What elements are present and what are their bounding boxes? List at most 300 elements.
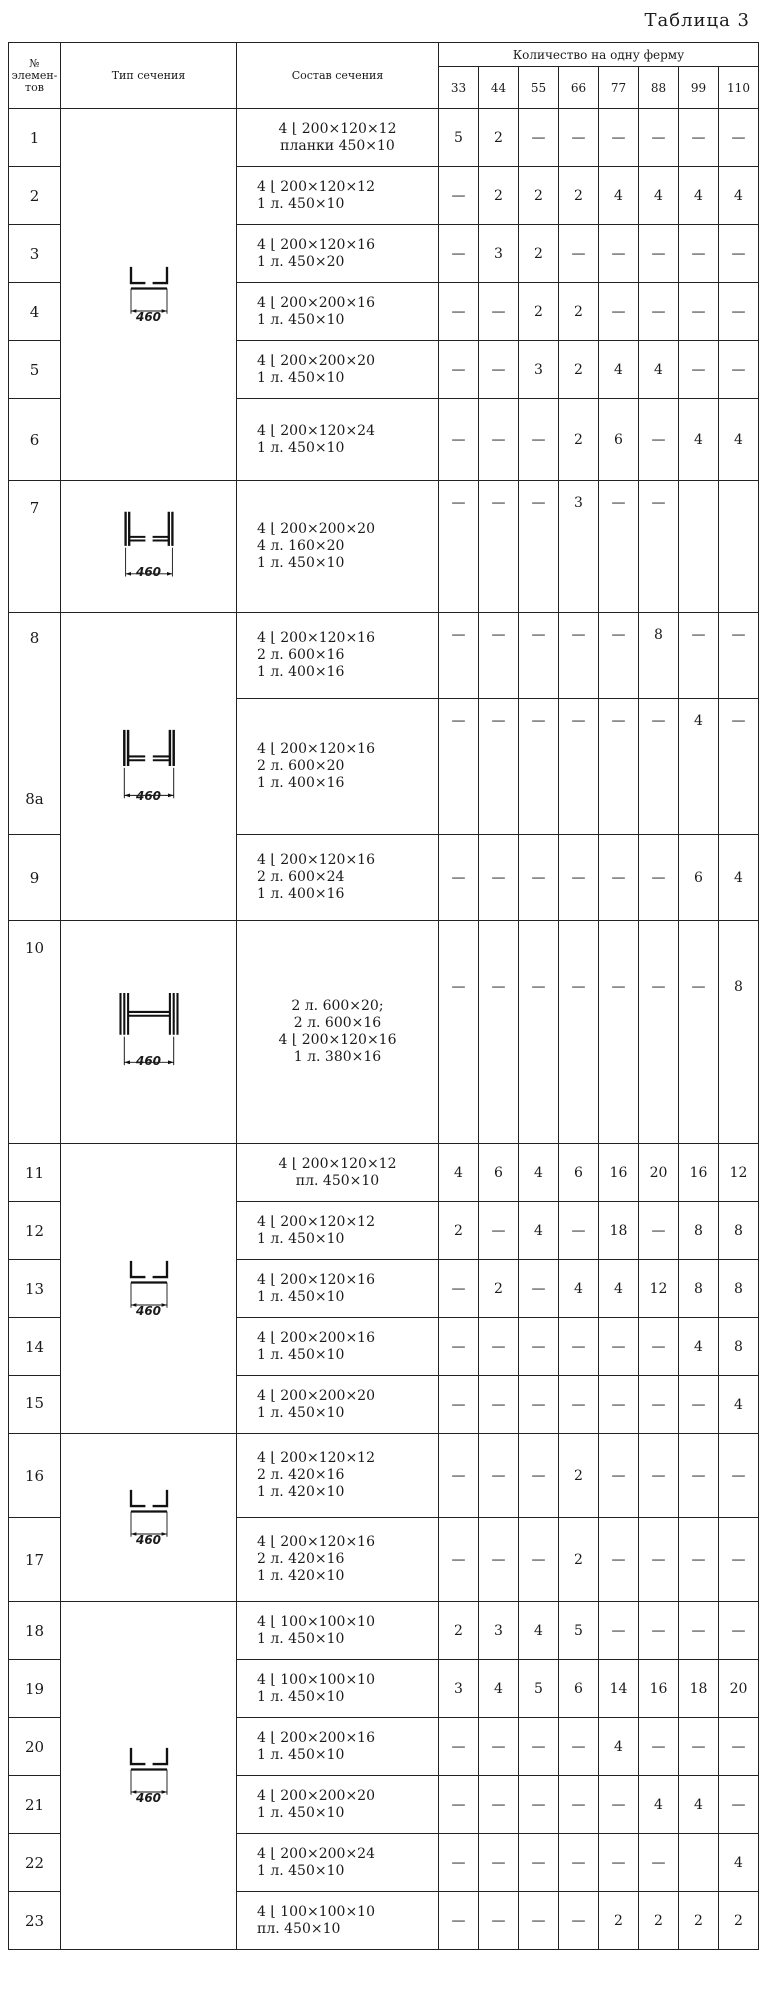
element-number: 14 (9, 1318, 61, 1376)
quantity-cell (679, 1834, 719, 1892)
quantity-cell: 4 (599, 167, 639, 225)
section-sketch-icon (111, 980, 187, 1084)
composition-line: 4 ⌊ 200×200×16 (257, 1729, 375, 1746)
quantity-cell: — (479, 613, 519, 699)
quantity-cell: 3 (439, 1660, 479, 1718)
header-span: 55 (519, 67, 559, 109)
section-composition (237, 1518, 439, 1602)
quantity-cell: 5 (559, 1602, 599, 1660)
element-number: 7 (9, 481, 61, 613)
quantity-cell: — (599, 1602, 639, 1660)
composition-line: 1 л. 450×10 (257, 1630, 345, 1647)
quantity-cell: — (639, 1718, 679, 1776)
quantity-cell: 8 (719, 1260, 759, 1318)
quantity-cell: — (639, 1602, 679, 1660)
section-type-cell (61, 109, 237, 481)
element-number: 8а (25, 790, 44, 808)
quantity-cell: — (439, 1776, 479, 1834)
section-sketch-icon (113, 253, 185, 337)
quantity-cell: 2 (559, 1518, 599, 1602)
quantity-cell: — (639, 481, 679, 613)
quantity-cell: 2 (559, 283, 599, 341)
quantity-cell: — (519, 1434, 559, 1518)
quantity-cell: — (599, 1434, 639, 1518)
quantity-cell: — (599, 109, 639, 167)
quantity-cell: — (479, 283, 519, 341)
table-row (9, 109, 759, 167)
quantity-cell: — (439, 613, 479, 699)
quantity-cell: 5 (439, 109, 479, 167)
section-sketch-icon (113, 500, 185, 594)
quantity-cell: 4 (559, 1260, 599, 1318)
element-number: 19 (9, 1660, 61, 1718)
section-type-cell (61, 1434, 237, 1602)
quantity-cell: 8 (679, 1202, 719, 1260)
quantity-cell: — (439, 921, 479, 1144)
quantity-cell: 16 (599, 1144, 639, 1202)
section-sketch-icon (113, 1247, 185, 1331)
quantity-cell: — (439, 1892, 479, 1950)
composition-line: 4 ⌊ 100×100×10 (257, 1613, 375, 1630)
quantity-cell: — (599, 699, 639, 835)
composition-line: 4 ⌊ 200×120×12 (278, 120, 397, 137)
quantity-cell: 3 (519, 341, 559, 399)
quantity-cell: — (519, 1892, 559, 1950)
composition-line: 2 л. 600×16 (293, 1015, 382, 1031)
quantity-cell: — (639, 1318, 679, 1376)
quantity-cell: 2 (479, 1260, 519, 1318)
element-number: 15 (9, 1376, 61, 1434)
quantity-cell: — (439, 699, 479, 835)
composition-line: 2 л. 600×24 (257, 869, 345, 885)
composition-line: 1 л. 450×10 (257, 195, 345, 212)
quantity-cell: 2 (519, 283, 559, 341)
section-composition (237, 1718, 439, 1776)
quantity-cell: 2 (519, 167, 559, 225)
section-composition (237, 1318, 439, 1376)
header-span: 77 (599, 67, 639, 109)
quantity-cell: — (639, 1202, 679, 1260)
quantity-cell: — (599, 921, 639, 1144)
composition-line: 4 ⌊ 200×120×16 (257, 1534, 375, 1550)
composition-line: 4 ⌊ 200×120×24 (257, 422, 375, 439)
quantity-cell: 2 (639, 1892, 679, 1950)
quantity-cell: — (479, 399, 519, 481)
quantity-cell: — (639, 1834, 679, 1892)
composition-line: 1 л. 450×10 (257, 311, 345, 328)
quantity-cell: 4 (479, 1660, 519, 1718)
section-composition (237, 613, 439, 699)
composition-line: 1 л. 450×20 (257, 253, 345, 270)
composition-line: 1 л. 450×10 (257, 1804, 345, 1821)
quantity-cell: — (519, 481, 559, 613)
section-composition (237, 167, 439, 225)
element-number: 22 (9, 1834, 61, 1892)
composition-line: 2 л. 600×20; (291, 998, 384, 1014)
quantity-cell: 8 (679, 1260, 719, 1318)
quantity-cell: 14 (599, 1660, 639, 1718)
quantity-cell: 2 (439, 1202, 479, 1260)
element-number: 9 (9, 835, 61, 921)
quantity-cell: — (439, 481, 479, 613)
section-dimension-label: 460 (135, 1532, 162, 1547)
quantity-cell: — (479, 1202, 519, 1260)
element-number: 10 (9, 921, 61, 1144)
section-composition (237, 283, 439, 341)
section-dimension-label: 460 (135, 1790, 162, 1805)
composition-line: 4 ⌊ 100×100×10 (257, 1903, 375, 1920)
quantity-cell: 4 (639, 167, 679, 225)
composition-line: 4 ⌊ 200×200×20 (257, 1387, 375, 1404)
section-type-cell (61, 613, 237, 921)
quantity-cell: — (519, 1518, 559, 1602)
composition-line: 1 л. 450×10 (257, 1288, 345, 1305)
quantity-cell: — (479, 1434, 519, 1518)
table-row (9, 921, 759, 1144)
quantity-cell: — (679, 921, 719, 1144)
element-number: 4 (9, 283, 61, 341)
quantity-cell: — (639, 699, 679, 835)
quantity-cell: 4 (519, 1202, 559, 1260)
composition-line: 1 л. 450×10 (257, 1746, 345, 1763)
composition-line: 4 ⌊ 200×120×12 (257, 1213, 375, 1230)
quantity-cell: 4 (719, 835, 759, 921)
table-row (9, 1144, 759, 1202)
quantity-cell: — (439, 167, 479, 225)
quantity-cell: — (559, 699, 599, 835)
quantity-cell: — (719, 341, 759, 399)
quantity-cell: 6 (599, 399, 639, 481)
quantity-cell: — (639, 1434, 679, 1518)
quantity-cell: — (479, 1834, 519, 1892)
composition-line: планки 450×10 (280, 137, 395, 154)
composition-line: 4 ⌊ 200×200×16 (257, 294, 375, 311)
element-number: 12 (9, 1202, 61, 1260)
quantity-cell: — (559, 1776, 599, 1834)
table-row (9, 613, 759, 699)
section-composition (237, 921, 439, 1144)
quantity-cell: 6 (479, 1144, 519, 1202)
composition-line: 4 ⌊ 200×120×16 (278, 1032, 397, 1048)
quantity-cell: 2 (559, 167, 599, 225)
element-number: 8 (29, 629, 40, 647)
quantity-cell: 3 (479, 1602, 519, 1660)
composition-line: 2 л. 420×16 (257, 1551, 345, 1567)
quantity-cell: 2 (479, 109, 519, 167)
header-number: № элемен-тов (9, 43, 61, 109)
quantity-cell: — (439, 1518, 479, 1602)
quantity-cell: 2 (719, 1892, 759, 1950)
quantity-cell: 6 (679, 835, 719, 921)
quantity-cell: — (639, 835, 679, 921)
quantity-cell: — (639, 921, 679, 1144)
section-composition (237, 481, 439, 613)
quantity-cell: — (479, 1318, 519, 1376)
quantity-cell: — (599, 1518, 639, 1602)
quantity-cell: — (439, 225, 479, 283)
table-caption: Таблица 3 (644, 10, 750, 31)
quantity-cell: — (599, 225, 639, 283)
section-composition (237, 1602, 439, 1660)
composition-line: пл. 450×10 (257, 1920, 341, 1937)
quantity-cell: — (519, 921, 559, 1144)
header-span: 33 (439, 67, 479, 109)
quantity-cell: 4 (599, 1260, 639, 1318)
header-quantity: Количество на одну ферму (439, 43, 759, 67)
table-wrapper (8, 42, 759, 1950)
composition-line: 1 л. 400×16 (257, 664, 345, 681)
quantity-cell: — (559, 613, 599, 699)
quantity-cell: 12 (719, 1144, 759, 1202)
quantity-cell: — (439, 835, 479, 921)
quantity-cell: 8 (719, 921, 759, 1144)
quantity-cell: — (559, 1202, 599, 1260)
section-composition (237, 1660, 439, 1718)
quantity-cell: 4 (679, 1776, 719, 1834)
composition-line: 1 л. 450×10 (257, 369, 345, 386)
composition-line: 1 л. 450×10 (257, 1230, 345, 1247)
section-composition (237, 399, 439, 481)
header-section-type: Тип сечения (61, 43, 237, 109)
section-composition (237, 1202, 439, 1260)
element-number: 23 (9, 1892, 61, 1950)
quantity-cell: 4 (599, 341, 639, 399)
quantity-cell: 8 (639, 613, 679, 699)
quantity-cell: — (439, 1318, 479, 1376)
quantity-cell: — (479, 481, 519, 613)
quantity-cell: 4 (719, 399, 759, 481)
element-number: 3 (9, 225, 61, 283)
quantity-cell: — (519, 1834, 559, 1892)
section-composition (237, 1260, 439, 1318)
quantity-cell: 20 (639, 1144, 679, 1202)
quantity-cell (679, 481, 719, 613)
element-number: 21 (9, 1776, 61, 1834)
quantity-cell: — (559, 225, 599, 283)
quantity-cell: — (599, 283, 639, 341)
quantity-cell: 2 (479, 167, 519, 225)
quantity-cell: 4 (679, 399, 719, 481)
quantity-cell: — (519, 1318, 559, 1376)
table-row (9, 1602, 759, 1660)
quantity-cell: — (559, 109, 599, 167)
quantity-cell: 18 (599, 1202, 639, 1260)
composition-line: 4 ⌊ 200×120×12 (278, 1155, 397, 1172)
quantity-cell: — (439, 341, 479, 399)
quantity-cell: — (599, 835, 639, 921)
quantity-cell: 2 (559, 399, 599, 481)
element-number-cell (9, 613, 61, 835)
quantity-cell: — (479, 1718, 519, 1776)
quantity-cell: — (719, 225, 759, 283)
composition-line: 1 л. 450×10 (257, 439, 345, 456)
element-number: 16 (9, 1434, 61, 1518)
section-composition (237, 109, 439, 167)
composition-line: 4 ⌊ 200×120×12 (257, 178, 375, 195)
section-composition (237, 1144, 439, 1202)
section-sketch-icon (113, 1734, 185, 1818)
section-dimension-label: 460 (135, 565, 162, 580)
quantity-cell: — (599, 1776, 639, 1834)
quantity-cell: — (719, 613, 759, 699)
element-number: 5 (9, 341, 61, 399)
quantity-cell: — (679, 1518, 719, 1602)
quantity-cell: — (479, 1376, 519, 1434)
element-number: 20 (9, 1718, 61, 1776)
section-composition (237, 1892, 439, 1950)
quantity-cell: — (719, 1602, 759, 1660)
section-composition (237, 225, 439, 283)
quantity-cell: 4 (639, 1776, 679, 1834)
quantity-cell: 16 (639, 1660, 679, 1718)
composition-line: 1 л. 420×10 (257, 1568, 345, 1584)
quantity-cell: — (679, 341, 719, 399)
composition-line: 4 ⌊ 200×200×20 (257, 521, 375, 537)
section-composition (237, 1834, 439, 1892)
quantity-cell: 6 (559, 1144, 599, 1202)
quantity-cell: — (519, 613, 559, 699)
quantity-cell: 4 (719, 1376, 759, 1434)
quantity-cell: — (639, 399, 679, 481)
quantity-cell: — (679, 1434, 719, 1518)
quantity-cell: — (599, 1376, 639, 1434)
quantity-cell: — (479, 341, 519, 399)
quantity-cell: — (559, 1318, 599, 1376)
quantity-cell: 4 (599, 1718, 639, 1776)
section-sketch-icon (111, 715, 187, 819)
quantity-cell: — (559, 1892, 599, 1950)
quantity-cell: 20 (719, 1660, 759, 1718)
composition-line: 4 ⌊ 200×120×16 (257, 852, 375, 868)
element-number: 18 (9, 1602, 61, 1660)
element-number: 2 (9, 167, 61, 225)
element-number: 11 (9, 1144, 61, 1202)
header-span: 88 (639, 67, 679, 109)
quantity-cell: — (679, 283, 719, 341)
section-sketch-icon (113, 1476, 185, 1560)
table-body (9, 109, 759, 1950)
header-span: 66 (559, 67, 599, 109)
header-section-composition: Состав сечения (237, 43, 439, 109)
section-dimension-label: 460 (135, 309, 162, 324)
quantity-cell: — (479, 1518, 519, 1602)
quantity-cell: 2 (439, 1602, 479, 1660)
section-dimension-label: 460 (135, 788, 162, 803)
quantity-cell: — (439, 1834, 479, 1892)
quantity-cell: — (519, 399, 559, 481)
quantity-cell: 16 (679, 1144, 719, 1202)
composition-line: 1 л. 450×10 (257, 1404, 345, 1421)
quantity-cell: 2 (559, 341, 599, 399)
element-number: 6 (9, 399, 61, 481)
quantity-cell: 4 (719, 167, 759, 225)
quantity-cell: 3 (559, 481, 599, 613)
composition-line: пл. 450×10 (295, 1172, 380, 1189)
quantity-cell: 2 (519, 225, 559, 283)
quantity-cell: — (599, 1318, 639, 1376)
quantity-cell: — (559, 835, 599, 921)
quantity-cell: — (679, 109, 719, 167)
quantity-cell: — (519, 1718, 559, 1776)
quantity-cell: 2 (559, 1434, 599, 1518)
quantity-cell: 3 (479, 225, 519, 283)
quantity-cell: — (559, 1376, 599, 1434)
section-composition (237, 341, 439, 399)
quantity-cell (719, 481, 759, 613)
section-composition (237, 699, 439, 835)
quantity-cell: — (519, 1376, 559, 1434)
composition-line: 2 л. 600×16 (257, 647, 345, 664)
composition-line: 1 л. 400×16 (257, 775, 345, 792)
section-dimension-label: 460 (135, 1054, 162, 1068)
section-dimension-label: 460 (135, 1303, 162, 1318)
quantity-cell: 4 (679, 699, 719, 835)
quantity-cell: 4 (439, 1144, 479, 1202)
element-number: 1 (9, 109, 61, 167)
section-type-cell (61, 921, 237, 1144)
quantity-cell: 2 (679, 1892, 719, 1950)
quantity-cell: — (679, 613, 719, 699)
quantity-cell: — (719, 699, 759, 835)
composition-line: 2 л. 420×16 (257, 1467, 345, 1483)
quantity-cell: — (719, 109, 759, 167)
quantity-cell: 12 (639, 1260, 679, 1318)
composition-line: 4 ⌊ 200×200×20 (257, 352, 375, 369)
composition-line: 4 ⌊ 200×120×16 (257, 1271, 375, 1288)
composition-line: 4 ⌊ 200×200×16 (257, 1329, 375, 1346)
quantity-cell: — (639, 1376, 679, 1434)
quantity-cell: — (639, 225, 679, 283)
quantity-cell: 2 (599, 1892, 639, 1950)
section-type-cell (61, 1602, 237, 1950)
quantity-cell: — (599, 1834, 639, 1892)
composition-line: 4 ⌊ 100×100×10 (257, 1671, 375, 1688)
composition-line: 1 л. 380×16 (293, 1049, 382, 1065)
quantity-cell: 4 (679, 1318, 719, 1376)
composition-line: 4 ⌊ 200×200×20 (257, 1787, 375, 1804)
quantity-cell: — (719, 1434, 759, 1518)
composition-line: 4 ⌊ 200×120×16 (257, 630, 375, 647)
quantity-cell: — (559, 1834, 599, 1892)
section-type-cell (61, 1144, 237, 1434)
sections-table (8, 42, 759, 1950)
quantity-cell: — (719, 1718, 759, 1776)
header-span: 110 (719, 67, 759, 109)
quantity-cell: 4 (639, 341, 679, 399)
composition-line: 1 л. 450×10 (257, 1688, 345, 1705)
composition-line: 2 л. 600×20 (257, 758, 345, 775)
quantity-cell: — (559, 921, 599, 1144)
quantity-cell: 6 (559, 1660, 599, 1718)
quantity-cell: 8 (719, 1318, 759, 1376)
composition-line: 1 л. 450×10 (257, 1346, 345, 1363)
quantity-cell: — (639, 283, 679, 341)
composition-line: 4 ⌊ 200×120×16 (257, 236, 375, 253)
quantity-cell: — (559, 1718, 599, 1776)
header-span: 44 (479, 67, 519, 109)
quantity-cell: 8 (719, 1202, 759, 1260)
quantity-cell: — (479, 835, 519, 921)
quantity-cell: 4 (679, 167, 719, 225)
quantity-cell: — (439, 1434, 479, 1518)
element-number: 13 (9, 1260, 61, 1318)
quantity-cell: — (679, 1602, 719, 1660)
quantity-cell: — (639, 109, 679, 167)
quantity-cell: — (479, 921, 519, 1144)
quantity-cell: — (439, 1260, 479, 1318)
composition-line: 4 ⌊ 200×120×16 (257, 741, 375, 758)
quantity-cell: — (439, 283, 479, 341)
